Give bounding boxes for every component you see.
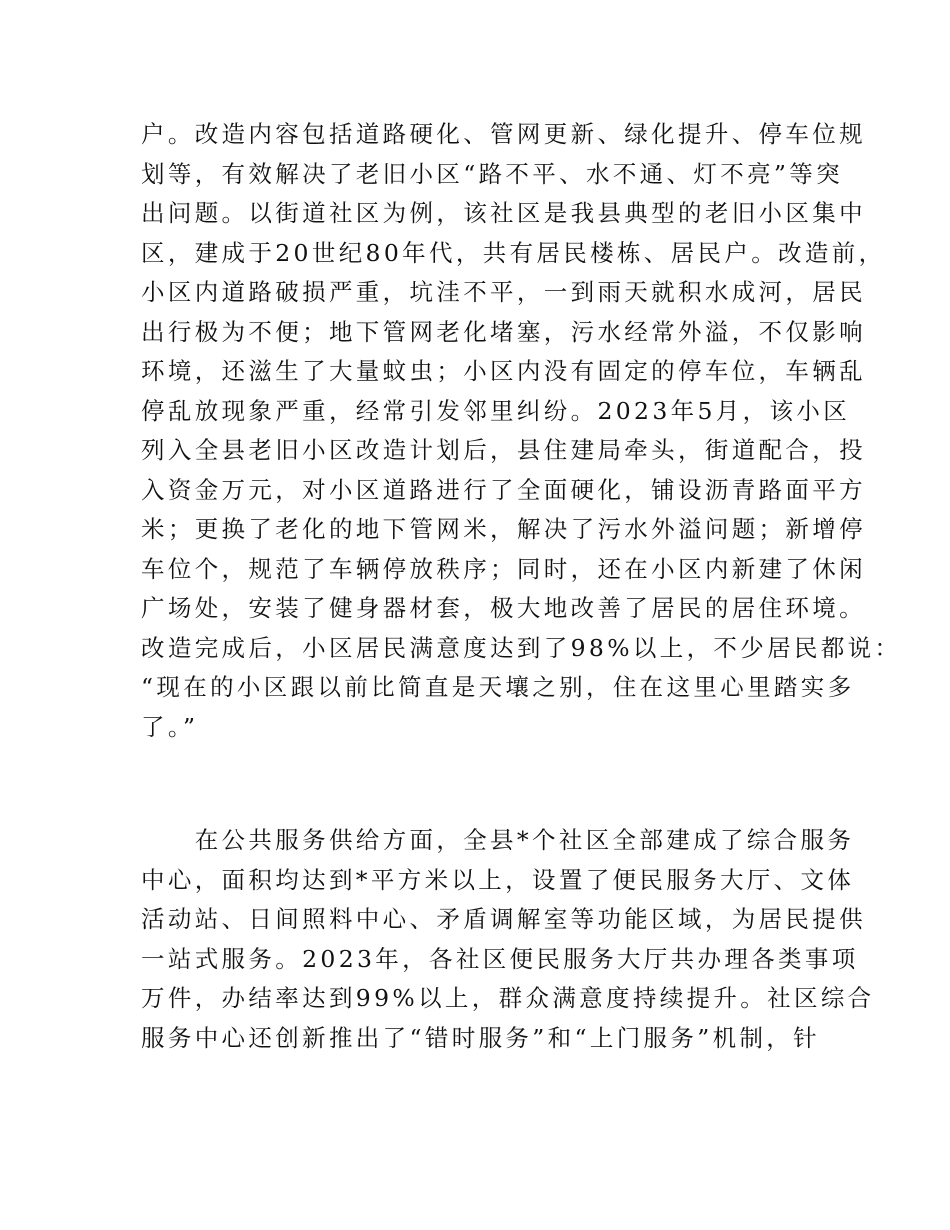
paragraph-line: 在公共服务供给方面，全县*个社区全部建成了综合服务	[141, 826, 855, 854]
paragraph-line: 了。”	[141, 712, 199, 741]
paragraph-line: 车位个，规范了车辆停放秩序；同时，还在小区内新建了休闲	[141, 554, 866, 583]
paragraph-line: 小区内道路破损严重，坑洼不平，一到雨天就积水成河，居民	[141, 278, 866, 306]
paragraph-line: 广场处，安装了健身器材套，极大地改善了居民的居住环境。	[141, 594, 866, 622]
paragraph-line: 环境，还滋生了大量蚊虫；小区内没有固定的停车位，车辆乱	[141, 357, 866, 385]
paragraph-line: 划等，有效解决了老旧小区“路不平、水不通、灯不亮”等突	[141, 159, 843, 188]
paragraph-line: 户。改造内容包括道路硬化、管网更新、绿化提升、停车位规	[141, 120, 866, 148]
paragraph-line: 出问题。以街道社区为例，该社区是我县典型的老旧小区集中	[141, 199, 866, 227]
paragraph-line: 米；更换了老化的地下管网米，解决了污水外溢问题；新增停	[141, 515, 866, 543]
paragraph-line: 服务中心还创新推出了“错时服务”和“上门服务”机制，针	[141, 1023, 821, 1052]
paragraph-2	[141, 821, 875, 1058]
paragraph-line: 入资金万元，对小区道路进行了全面硬化，铺设沥青路面平方	[141, 475, 866, 504]
paragraph-line: 一站式服务。2023年，各社区便民服务大厅共办理各类事项	[141, 944, 859, 973]
paragraph-line: 改造完成后，小区居民满意度达到了98%以上，不少居民都说：	[141, 633, 902, 662]
paragraph-1	[141, 115, 902, 747]
paragraph-line: 列入全县老旧小区改造计划后，县住建局牵头，街道配合，投	[141, 436, 866, 464]
paragraph-line: 活动站、日间照料中心、矛盾调解室等功能区域，为居民提供	[141, 905, 866, 933]
paragraph-line: “现在的小区跟以前比简直是天壤之别，住在这里心里踏实多	[141, 673, 855, 701]
paragraph-line: 出行极为不便；地下管网老化堵塞，污水经常外溢，不仅影响	[141, 317, 866, 346]
paragraph-line: 停乱放现象严重，经常引发邻里纠纷。2023年5月，该小区	[141, 396, 851, 425]
paragraph-line: 万件，办结率达到99%以上，群众满意度持续提升。社区综合	[141, 984, 875, 1012]
paragraph-line: 中心，面积均达到*平方米以上，设置了便民服务大厅、文体	[141, 865, 855, 894]
paragraph-line: 区，建成于20世纪80年代，共有居民楼栋、居民户。改造前，	[141, 238, 886, 267]
